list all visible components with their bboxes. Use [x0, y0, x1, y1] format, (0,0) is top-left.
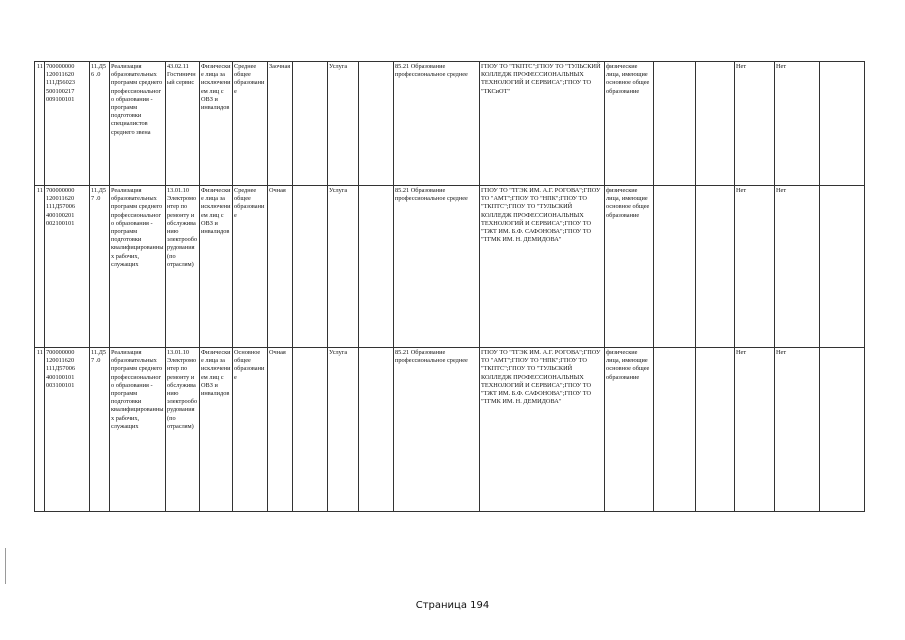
flag-value: Нет	[735, 62, 775, 186]
empty-cell	[820, 62, 865, 186]
flag-value: Нет	[775, 348, 820, 512]
service-type: Услуга	[328, 186, 359, 348]
institutions-list: ГПОУ ТО "ТГЭК ИМ. А.Г. РОГОВА";ГПОУ ТО "АМТ";ГПОУ ТО "НПК";ГПОУ ТО "ТКПТС";ГПОУ ТО "ТУЛЬСКИЙ КОЛЛЕДЖ ПРОФЕССИОНАЛЬНЫХ ТЕХНОЛОГИЙ И СЕРВИСА";ГПОУ ТО "ТЖТ ИМ. Б.Ф. САФОНОВА";ГПОУ ТО "ТГМК ИМ. Н. ДЕМИДОВА"	[480, 348, 605, 512]
row-number: 11	[35, 186, 45, 348]
consumers: физические лица, имеющие основное общее образование	[605, 62, 654, 186]
empty-cell	[696, 186, 735, 348]
service-code: 11.Д57 .0	[90, 186, 110, 348]
consumer-category: Физические лица за исключением лиц с ОВЗ и инвалидов	[200, 62, 233, 186]
okved-code: 85.21 Образование профессиональное среднее	[394, 186, 480, 348]
specialty: 13.01.10 Электромонтер по ремонту и обслуживанию электрооборудования (по отраслям)	[166, 348, 200, 512]
table-row	[35, 62, 865, 186]
empty-cell	[696, 348, 735, 512]
study-form: Очная	[268, 186, 293, 348]
registry-code: 700000000 120011620 111Д56023 500100217 009100101	[45, 62, 90, 186]
flag-value: Нет	[775, 186, 820, 348]
okved-code: 85.21 Образование профессиональное среднее	[394, 348, 480, 512]
service-name: Реализация образовательных программ среднего профессионального образования - программ подготовки специалистов среднего звена	[110, 62, 166, 186]
consumer-category: Физические лица за исключением лиц с ОВЗ и инвалидов	[200, 186, 233, 348]
empty-cell	[654, 62, 696, 186]
empty-cell	[654, 186, 696, 348]
registry-table	[34, 61, 865, 512]
education-level: Основное общее образование	[233, 348, 268, 512]
study-form: Заочная	[268, 62, 293, 186]
empty-cell	[359, 62, 394, 186]
empty-cell	[820, 186, 865, 348]
service-name: Реализация образовательных программ среднего профессионального образования - программ подготовки квалифицированных рабочих, служащих	[110, 186, 166, 348]
education-level: Среднее общее образование	[233, 62, 268, 186]
row-number: 11	[35, 62, 45, 186]
service-name: Реализация образовательных программ среднего профессионального образования - программ подготовки квалифицированных рабочих, служащих	[110, 348, 166, 512]
row-number: 11	[35, 348, 45, 512]
service-code: 11.Д57 .0	[90, 348, 110, 512]
empty-cell	[654, 348, 696, 512]
empty-cell	[820, 348, 865, 512]
flag-value: Нет	[735, 186, 775, 348]
study-form: Очная	[268, 348, 293, 512]
flag-value: Нет	[735, 348, 775, 512]
consumers: физические лица, имеющие основное общее образование	[605, 348, 654, 512]
okved-code: 85.21 Образование профессиональное среднее	[394, 62, 480, 186]
registry-code: 700000000 120011620 111Д57006 400100101 003100101	[45, 348, 90, 512]
empty-cell	[359, 348, 394, 512]
education-level: Среднее общее образование	[233, 186, 268, 348]
institutions-list: ГПОУ ТО "ТКПТС";ГПОУ ТО "ТУЛЬСКИЙ КОЛЛЕДЖ ПРОФЕССИОНАЛЬНЫХ ТЕХНОЛОГИЙ И СЕРВИСА";ГПОУ ТО "ТКСиОТ"	[480, 62, 605, 186]
registry-code: 700000000 120011620 111Д57006 400100201 002100101	[45, 186, 90, 348]
table-row	[35, 186, 865, 348]
consumers: физические лица, имеющие основное общее образование	[605, 186, 654, 348]
service-type: Услуга	[328, 62, 359, 186]
empty-cell	[696, 62, 735, 186]
empty-cell	[293, 186, 328, 348]
empty-cell	[293, 62, 328, 186]
table-row	[35, 348, 865, 512]
consumer-category: Физические лица за исключением лиц с ОВЗ и инвалидов	[200, 348, 233, 512]
service-code: 11.Д56 .0	[90, 62, 110, 186]
empty-cell	[293, 348, 328, 512]
scan-edge-mark	[5, 548, 6, 584]
flag-value: Нет	[775, 62, 820, 186]
specialty: 13.01.10 Электромонтер по ремонту и обслуживанию электрооборудования (по отраслям)	[166, 186, 200, 348]
institutions-list: ГПОУ ТО "ТГЭК ИМ. А.Г. РОГОВА";ГПОУ ТО "АМТ";ГПОУ ТО "НПК";ГПОУ ТО "ТКПТС";ГПОУ ТО "ТУЛЬСКИЙ КОЛЛЕДЖ ПРОФЕССИОНАЛЬНЫХ ТЕХНОЛОГИЙ И СЕРВИСА";ГПОУ ТО "ТЖТ ИМ. Б.Ф. САФОНОВА";ГПОУ ТО "ТГМК ИМ. Н. ДЕМИДОВА"	[480, 186, 605, 348]
empty-cell	[359, 186, 394, 348]
service-type: Услуга	[328, 348, 359, 512]
page-number: Страница 194	[415, 600, 490, 611]
specialty: 43.02.11 Гостиничный сервис	[166, 62, 200, 186]
